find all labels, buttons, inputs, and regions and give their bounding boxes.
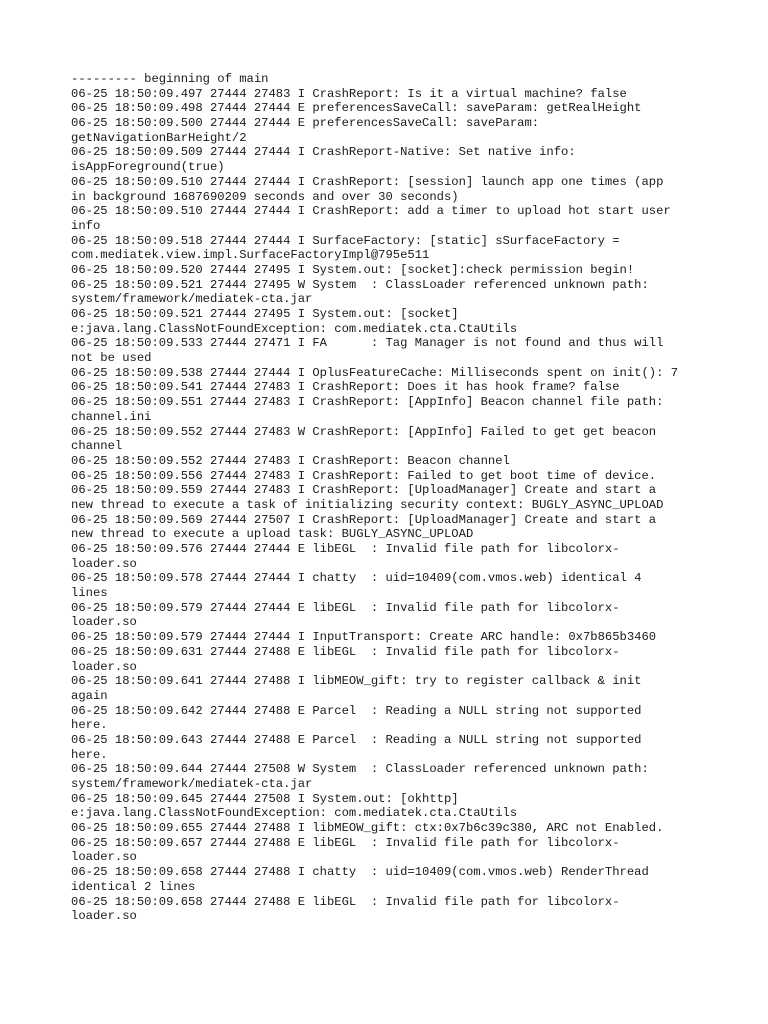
log-line: 06-25 18:50:09.510 27444 27444 I CrashReport: add a timer to upload hot start user	[71, 204, 671, 219]
log-line: channel.ini	[71, 409, 152, 424]
log-line: channel	[71, 439, 123, 454]
log-line: in background 1687690209 seconds and over 30 seconds)	[71, 189, 459, 204]
log-line: new thread to execute a task of initializing security context: BUGLY_ASYNC_UPLOAD	[71, 497, 664, 512]
log-line: 06-25 18:50:09.658 27444 27488 I chatty : uid=10409(com.vmos.web) RenderThread	[71, 865, 649, 880]
log-line: 06-25 18:50:09.657 27444 27488 E libEGL : Invalid file path for libcolorx-	[71, 835, 620, 850]
log-line: loader.so	[71, 850, 137, 865]
log-line: info	[71, 218, 101, 233]
log-line: loader.so	[71, 615, 137, 630]
log-line: 06-25 18:50:09.641 27444 27488 I libMEOW_gift: try to register callback & init	[71, 674, 642, 689]
log-line: 06-25 18:50:09.509 27444 27444 I CrashReport-Native: Set native info:	[71, 145, 576, 160]
log-line: again	[71, 688, 108, 703]
log-line: 06-25 18:50:09.520 27444 27495 I System.out: [socket]:check permission begin!	[71, 262, 635, 277]
log-line: loader.so	[71, 909, 137, 924]
log-line: 06-25 18:50:09.658 27444 27488 E libEGL : Invalid file path for libcolorx-	[71, 894, 620, 909]
log-line: 06-25 18:50:09.655 27444 27488 I libMEOW_gift: ctx:0x7b6c39c380, ARC not Enabled.	[71, 821, 664, 836]
log-line: 06-25 18:50:09.578 27444 27444 I chatty : uid=10409(com.vmos.web) identical 4	[71, 571, 642, 586]
log-line: 06-25 18:50:09.541 27444 27483 I CrashReport: Does it has hook frame? false	[71, 380, 620, 395]
log-text	[71, 72, 711, 924]
log-line: 06-25 18:50:09.643 27444 27488 E Parcel : Reading a NULL string not supported	[71, 732, 642, 747]
log-line: e:java.lang.ClassNotFoundException: com.mediatek.cta.CtaUtils	[71, 806, 518, 821]
log-line: 06-25 18:50:09.552 27444 27483 I CrashReport: Beacon channel	[71, 453, 510, 468]
log-line: 06-25 18:50:09.559 27444 27483 I CrashReport: [UploadManager] Create and start a	[71, 483, 657, 498]
log-line: system/framework/mediatek-cta.jar	[71, 292, 313, 307]
log-line: identical 2 lines	[71, 879, 196, 894]
log-line: 06-25 18:50:09.576 27444 27444 E libEGL : Invalid file path for libcolorx-	[71, 542, 620, 556]
log-line: 06-25 18:50:09.497 27444 27483 I CrashReport: Is it a virtual machine? false	[71, 86, 627, 101]
log-line: 06-25 18:50:09.533 27444 27471 I FA : Tag Manager is not found and thus will	[71, 336, 664, 351]
log-line: 06-25 18:50:09.645 27444 27508 I System.out: [okhttp]	[71, 791, 459, 806]
log-line: 06-25 18:50:09.500 27444 27444 E preferencesSaveCall: saveParam:	[71, 116, 540, 131]
log-line: 06-25 18:50:09.510 27444 27444 I CrashReport: [session] launch app one times (app	[71, 174, 664, 189]
log-line: here.	[71, 747, 108, 762]
log-line: 06-25 18:50:09.644 27444 27508 W System : ClassLoader referenced unknown path:	[71, 762, 649, 777]
log-line: new thread to execute a upload task: BUGLY_ASYNC_UPLOAD	[71, 527, 474, 542]
log-line: 06-25 18:50:09.552 27444 27483 W CrashReport: [AppInfo] Failed to get get beacon	[71, 424, 657, 439]
log-line: 06-25 18:50:09.521 27444 27495 W System : ClassLoader referenced unknown path:	[71, 277, 649, 292]
log-line: 06-25 18:50:09.569 27444 27507 I CrashReport: [UploadManager] Create and start a	[71, 512, 657, 527]
log-line: system/framework/mediatek-cta.jar	[71, 777, 313, 791]
log-line: 06-25 18:50:09.631 27444 27488 E libEGL : Invalid file path for libcolorx-	[71, 644, 620, 659]
log-line: 06-25 18:50:09.498 27444 27444 E preferencesSaveCall: saveParam: getRealHeight	[71, 101, 642, 116]
log-line: 06-25 18:50:09.642 27444 27488 E Parcel : Reading a NULL string not supported	[71, 703, 642, 718]
log-line: 06-25 18:50:09.579 27444 27444 I InputTransport: Create ARC handle: 0x7b865b3460	[71, 630, 657, 645]
log-line: here.	[71, 718, 108, 733]
log-line: isAppForeground(true)	[71, 160, 225, 175]
log-line: 06-25 18:50:09.579 27444 27444 E libEGL : Invalid file path for libcolorx-	[71, 600, 620, 615]
log-line: lines	[71, 586, 108, 601]
log-line: 06-25 18:50:09.518 27444 27444 I SurfaceFactory: [static] sSurfaceFactory =	[71, 233, 620, 248]
log-line: com.mediatek.view.impl.SurfaceFactoryImpl@795e511	[71, 248, 430, 263]
log-line: not be used	[71, 351, 152, 366]
log-line: 06-25 18:50:09.556 27444 27483 I CrashReport: Failed to get boot time of device.	[71, 468, 657, 483]
log-line: loader.so	[71, 659, 137, 674]
log-line: 06-25 18:50:09.538 27444 27444 I OplusFeatureCache: Milliseconds spent on init(): 7	[71, 365, 679, 380]
log-line: 06-25 18:50:09.551 27444 27483 I CrashReport: [AppInfo] Beacon channel file path:	[71, 395, 664, 410]
log-line: loader.so	[71, 556, 137, 571]
log-line: --------- beginning of main	[71, 72, 269, 86]
log-line: 06-25 18:50:09.521 27444 27495 I System.out: [socket]	[71, 307, 459, 321]
log-line: getNavigationBarHeight/2	[71, 130, 247, 145]
log-line: e:java.lang.ClassNotFoundException: com.mediatek.cta.CtaUtils	[71, 321, 518, 336]
